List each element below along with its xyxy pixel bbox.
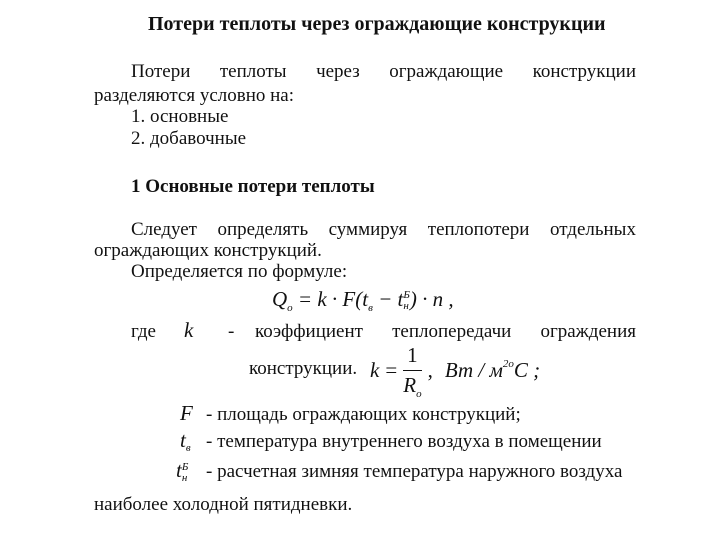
- def-symbol-sub: н: [181, 472, 188, 485]
- formula-minus-t: − t: [372, 287, 404, 311]
- intro-line-1: [131, 62, 636, 81]
- para-line-3: Определяется по формуле:: [131, 261, 348, 282]
- k-unit: [445, 358, 540, 383]
- k-formula: [370, 343, 540, 398]
- formula-tail: ) · n ,: [409, 287, 454, 311]
- def-symbol-sup: Б: [181, 461, 189, 474]
- para-word: Следует: [131, 219, 197, 240]
- para-word: отдельных: [549, 219, 636, 240]
- intro-word: Потери: [131, 61, 191, 82]
- def-symbol-t: t: [176, 458, 182, 482]
- definition-tn: [176, 458, 622, 484]
- where-words: [255, 322, 636, 341]
- k-den-sub: о: [416, 388, 422, 400]
- para-word: теплопотери: [427, 219, 530, 240]
- list-item-main: 1. основные: [131, 106, 229, 127]
- main-formula: [272, 287, 454, 312]
- where-label: где: [131, 321, 156, 342]
- def-symbol-t: t: [180, 428, 186, 452]
- k-comma: ,: [427, 358, 433, 382]
- definition-tv: [180, 428, 602, 453]
- k-den-R: R: [403, 373, 417, 397]
- k-unit-main: Вт / м: [444, 358, 503, 382]
- para-line-2: ограждающих конструкций.: [94, 240, 322, 261]
- def-symbol: [180, 428, 200, 453]
- intro-line-2: разделяются условно на:: [94, 85, 295, 106]
- list-item-additional: 2. добавочные: [131, 128, 247, 149]
- k-unit-sup: 2о: [502, 358, 514, 370]
- def-text: - расчетная зимняя температура наружного воздуха: [206, 461, 623, 482]
- formula-tv-sub: в: [368, 302, 373, 314]
- k-fraction: [403, 343, 422, 398]
- k-formula-label: конструкции.: [249, 358, 358, 379]
- formula-Q-sub: о: [287, 302, 293, 314]
- para-word: суммируя: [328, 219, 408, 240]
- k-equals: =: [385, 358, 398, 382]
- where-word: коэффициент: [255, 321, 363, 342]
- intro-word: теплоты: [219, 61, 287, 82]
- where-dash: -: [228, 321, 235, 342]
- formula-tn-sub: н: [403, 300, 409, 313]
- section-heading: 1 Основные потери теплоты: [131, 176, 375, 197]
- formula-body: = k · F(t: [297, 287, 369, 311]
- formula-tn-sup: Б: [403, 289, 410, 302]
- intro-word: через: [316, 61, 360, 82]
- def-symbol: F: [180, 401, 193, 425]
- where-word: теплопередачи: [392, 321, 512, 342]
- where-k: k: [184, 318, 194, 342]
- def-symbol: [176, 458, 200, 484]
- formula-Q: Q: [272, 287, 288, 311]
- k-fraction-numerator: 1: [403, 343, 422, 371]
- k-unit-tail: С ;: [513, 358, 541, 382]
- last-line: наиболее холодной пятидневки.: [94, 494, 353, 515]
- intro-word: ограждающие: [389, 61, 504, 82]
- definition-F: [180, 401, 521, 426]
- k-symbol: k: [370, 358, 380, 382]
- where-word: ограждения: [540, 321, 636, 342]
- para-line-1: [131, 220, 636, 239]
- intro-word: конструкции: [532, 61, 636, 82]
- para-word: определять: [217, 219, 309, 240]
- def-text: - температура внутреннего воздуха в помещении: [206, 431, 602, 452]
- page-title: Потери теплоты через ограждающие конструкции: [148, 13, 606, 35]
- def-text: - площадь ограждающих конструкций;: [206, 404, 521, 425]
- def-symbol-sub: в: [185, 442, 191, 454]
- k-fraction-denominator: [403, 371, 421, 398]
